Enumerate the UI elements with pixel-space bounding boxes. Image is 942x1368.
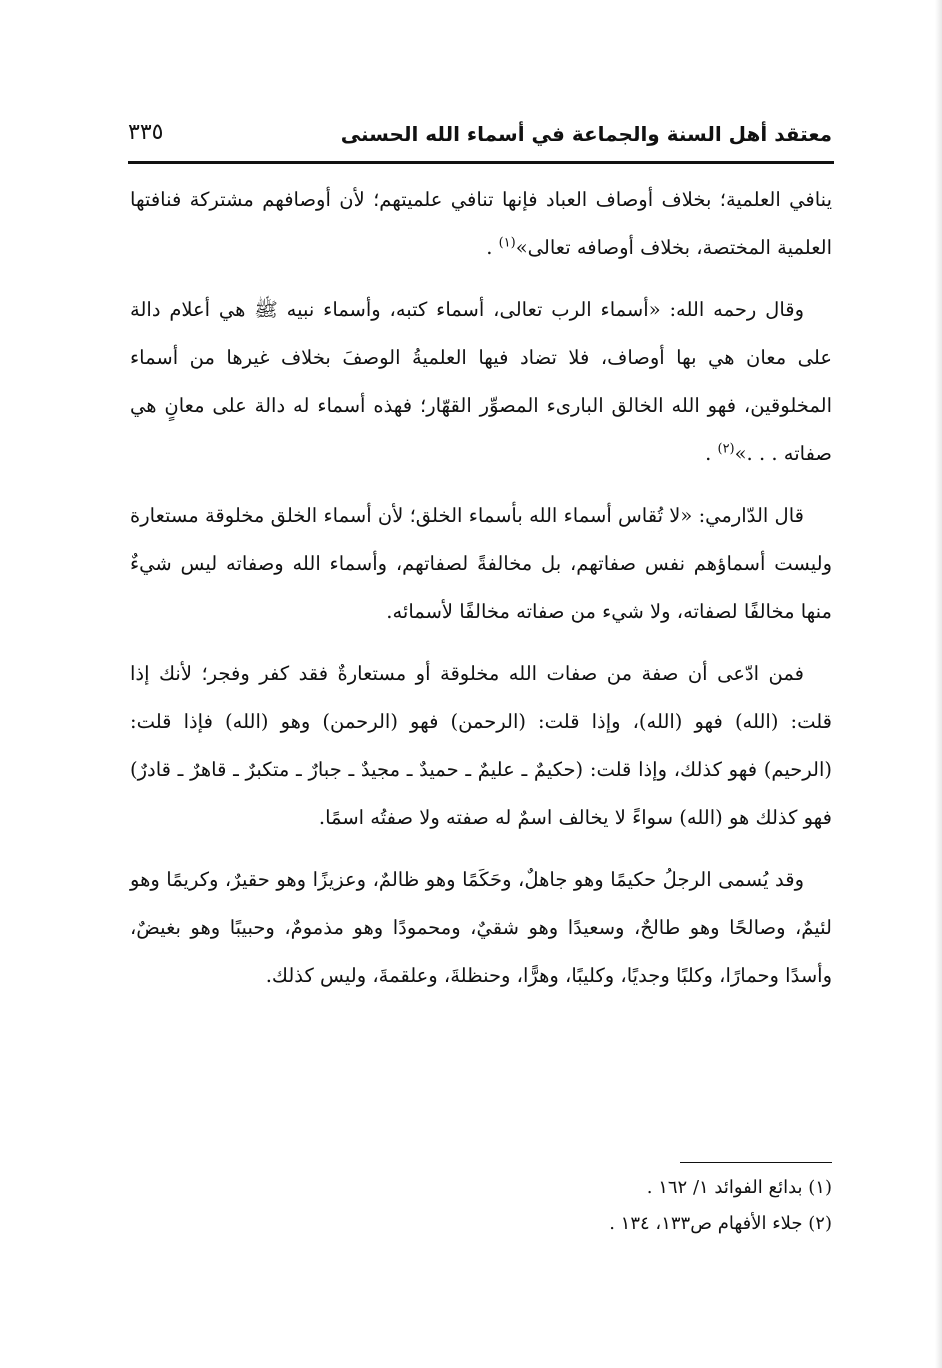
footnote-ref-2: (٢) xyxy=(717,441,735,457)
paragraph-3-text: قال الدّارمي: «لا تُقاس أسماء الله بأسماء الخلق؛ لأن أسماء الخلق مخلوقة مستعارة وليست أسماؤهم نفس صفاتهم، بل مخالفةً لصفاتهم، وأسماء الله وصفاته ليس شيءٌ منها مخالفًا لصفاته، ولا شيء من صفاته مخالفًا لأسمائه. xyxy=(130,504,832,623)
paragraph-5 xyxy=(130,856,832,1000)
paragraph-1-tail: . xyxy=(486,236,493,259)
paragraph-2 xyxy=(130,286,832,478)
footnotes xyxy=(130,1170,832,1242)
paragraph-3 xyxy=(130,492,832,636)
paragraph-1-text: ينافي العلمية؛ بخلاف أوصاف العباد فإنها تنافي علميتهم؛ لأن أوصافهم مشتركة فنافتها العلمية المختصة، بخلاف أوصافه تعالى» xyxy=(130,188,832,259)
footnote-1: (١) بدائع الفوائد ١/ ١٦٢ . xyxy=(646,1177,832,1198)
paragraph-2-tail: . xyxy=(705,442,712,465)
running-header xyxy=(128,118,832,158)
footnote-2: (٢) جلاء الأفهام ص١٣٣، ١٣٤ . xyxy=(609,1213,832,1234)
paragraph-5-text: وقد يُسمى الرجلُ حكيمًا وهو جاهلٌ، وحَكَمًا وهو ظالمٌ، وعزيزًا وهو حقيرٌ، وكريمًا وهو لئيمٌ، وصالحًا وهو طالحٌ، وسعيدًا وهو شقيٌ، ومحمودًا وهو مذمومٌ، وحبيبًا وهو بغيضٌ، وأسدًا وحمارًا، وكلبًا وجديًا، وكليبًا، وهرًّا، وحنظلةَ، وعلقمةَ، وليس كذلك. xyxy=(130,868,832,987)
scan-edge-shadow xyxy=(935,0,942,1368)
body-text xyxy=(130,176,832,1000)
footnote-ref-1: (١) xyxy=(498,235,516,251)
header-rule xyxy=(128,161,834,164)
paragraph-4 xyxy=(130,650,832,842)
page-number: ٣٣٥ xyxy=(128,120,164,145)
header-title: معتقد أهل السنة والجماعة في أسماء الله الحسنى xyxy=(340,122,832,146)
paragraph-1 xyxy=(130,176,832,272)
paragraph-4-text: فمن ادّعى أن صفة من صفات الله مخلوقة أو مستعارةٌ فقد كفر وفجر؛ لأنك إذا قلت: (الله) فهو (الله)، وإذا قلت: (الرحمن) فهو (الرحمن) وهو (الله) فإذا قلت: (الرحيم) فهو كذلك، وإذا قلت: (حكيمٌ ـ عليمٌ ـ حميدٌ ـ مجيدٌ ـ جبارٌ ـ متكبرٌ ـ قاهرٌ ـ قادرٌ) فهو كذلك هو (الله) سواءً لا يخالف اسمٌ له صفته ولا صفتُه اسمًا. xyxy=(130,662,832,829)
paragraph-2-text: وقال رحمه الله: «أسماء الرب تعالى، أسماء كتبه، وأسماء نبيه ﷺ هي أعلام دالة على معان هي بها أوصاف، فلا تضاد فيها العلميةُ الوصفَ بخلاف غيرها من أسماء المخلوقين، فهو الله الخالق البارىء المصوِّر القهّار؛ فهذه أسماء له دالة على معانٍ هي صفاته . . .» xyxy=(130,298,832,465)
footnote-separator xyxy=(680,1162,832,1163)
